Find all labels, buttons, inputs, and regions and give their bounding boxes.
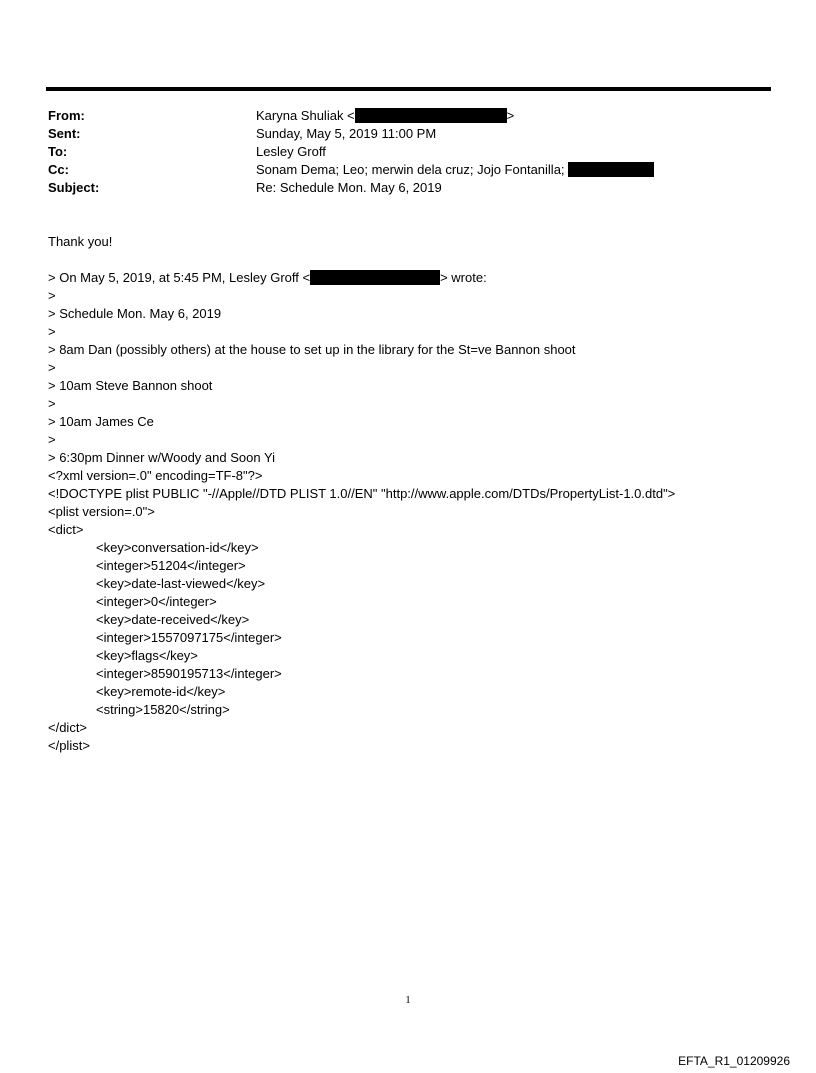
subject-row (48, 179, 768, 197)
xml-line: <!DOCTYPE plist PUBLIC "-//Apple//DTD PLIST 1.0//EN" "http://www.apple.com/DTDs/PropertyList-1.0.dtd"> (48, 486, 676, 501)
greeting: Thank you! (48, 234, 113, 249)
quoted-line: > 10am Steve Bannon shoot (48, 378, 213, 393)
quoted-line: > (48, 432, 56, 447)
xml-line: <string>15820</string> (96, 702, 230, 717)
from-name: Karyna Shuliak < (256, 108, 355, 123)
redaction-box (310, 270, 440, 285)
xml-line: <integer>0</integer> (96, 594, 217, 609)
document-id: EFTA_R1_01209926 (678, 1054, 790, 1068)
xml-line: </plist> (48, 738, 90, 753)
page-number: 1 (405, 994, 411, 1006)
from-close: > (506, 108, 515, 123)
email-header (48, 107, 768, 197)
email-body (48, 233, 788, 755)
quote-intro-before: > On May 5, 2019, at 5:45 PM, Lesley Groff < (48, 270, 311, 285)
cc-recipients: Sonam Dema; Leo; merwin dela cruz; Jojo Fontanilla; (256, 162, 565, 177)
xml-line: </dict> (48, 720, 88, 735)
to-row (48, 143, 768, 161)
redaction-box (355, 108, 507, 123)
sent-row (48, 125, 768, 143)
cc-value (256, 161, 654, 179)
xml-line: <key>remote-id</key> (96, 684, 226, 699)
quoted-line: > 10am James Ce (48, 414, 154, 429)
spacer (48, 251, 788, 269)
from-row (48, 107, 768, 125)
subject-label: Subject: (48, 180, 100, 195)
to-value: Lesley Groff (256, 144, 326, 159)
quoted-block (48, 287, 788, 467)
subject-value: Re: Schedule Mon. May 6, 2019 (256, 180, 442, 195)
quoted-line: > Schedule Mon. May 6, 2019 (48, 306, 222, 321)
xml-line: <key>flags</key> (96, 648, 198, 663)
cc-row (48, 161, 768, 179)
sent-label: Sent: (48, 126, 81, 141)
xml-line: <integer>1557097175</integer> (96, 630, 282, 645)
sent-value: Sunday, May 5, 2019 11:00 PM (256, 126, 437, 141)
quoted-line: > (48, 324, 56, 339)
quoted-line: > (48, 396, 56, 411)
quoted-line: > (48, 360, 56, 375)
quoted-line: > 6:30pm Dinner w/Woody and Soon Yi (48, 450, 276, 465)
xml-line: <key>conversation-id</key> (96, 540, 259, 555)
header-rule (46, 87, 771, 91)
redaction-box (568, 162, 654, 177)
xml-line: <?xml version=.0" encoding=TF-8"?> (48, 468, 263, 483)
quoted-line: > 8am Dan (possibly others) at the house to set up in the library for the St=ve Bannon shoot (48, 342, 576, 357)
quoted-line: > (48, 288, 56, 303)
from-value (256, 107, 514, 125)
plist-block (48, 467, 788, 755)
xml-line: <key>date-last-viewed</key> (96, 576, 266, 591)
xml-line: <dict> (48, 522, 84, 537)
xml-line: <plist version=.0"> (48, 504, 155, 519)
from-label: From: (48, 108, 85, 123)
to-label: To: (48, 144, 68, 159)
xml-line: <integer>51204</integer> (96, 558, 246, 573)
xml-line: <integer>8590195713</integer> (96, 666, 282, 681)
quote-intro (48, 269, 788, 287)
xml-line: <key>date-received</key> (96, 612, 250, 627)
quote-intro-after: > wrote: (440, 270, 487, 285)
cc-label: Cc: (48, 162, 69, 177)
